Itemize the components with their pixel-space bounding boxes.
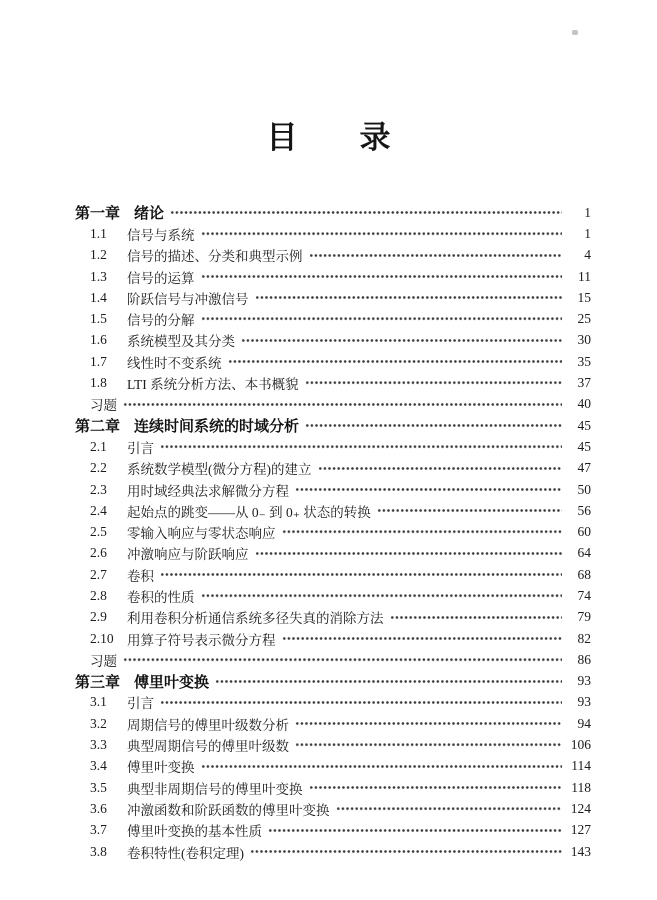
toc-section-row [75,820,591,841]
toc-exercise-row [75,394,591,415]
entry-number: 1.1 [90,225,107,241]
toc-section-row [75,245,591,266]
dot-leader [305,415,562,436]
entry-number: 1.7 [90,353,107,369]
toc-section-row [75,287,591,308]
entry-title: 傅里叶变换 [134,674,210,691]
dot-leader [305,372,562,393]
entry-number: 3.6 [90,800,107,816]
entry-page-number: 60 [577,524,591,540]
entry-page-number: 143 [570,843,591,859]
entry-title: 系统数学模型(微分方程)的建立 [127,462,312,478]
toc-section-row [75,798,591,819]
dot-leader [255,287,563,308]
dot-leader [215,671,562,692]
dot-leader [123,394,562,415]
scan-artifact-speck [572,30,578,35]
toc-section-row [75,543,591,564]
entry-title: 习题 [90,653,117,669]
entry-page-number: 40 [577,396,591,412]
entry-title: 卷积特性(卷积定理) [127,845,244,861]
dot-leader [295,479,562,500]
dot-leader [390,607,563,628]
toc-exercise-row [75,649,591,670]
toc-section-row [75,734,591,755]
toc-section-row [75,841,591,862]
entry-number: 2.3 [90,481,107,497]
entry-page-number: 127 [570,822,591,838]
entry-page-number: 1 [584,204,591,220]
entry-number: 3.7 [90,822,107,838]
entry-title: 引言 [127,696,154,712]
entry-number: 3.1 [90,694,107,710]
dot-leader [170,202,562,223]
entry-number: 第三章 [75,674,121,691]
toc-section-row [75,628,591,649]
entry-title: 典型周期信号的傅里叶级数 [127,739,289,755]
dot-leader [160,564,562,585]
entry-number: 第二章 [75,419,121,436]
entry-page-number: 86 [577,651,591,667]
toc-section-row [75,777,591,798]
entry-number: 2.5 [90,524,107,540]
entry-number: 3.8 [90,843,107,859]
toc-section-row [75,500,591,521]
dot-leader [250,841,562,862]
toc-section-row [75,308,591,329]
entry-title: 信号的运算 [127,270,195,286]
entry-page-number: 25 [577,311,591,327]
toc-section-row [75,564,591,585]
dot-leader [318,458,563,479]
toc-chapter-row [75,202,591,223]
entry-page-number: 64 [577,545,591,561]
entry-title: 信号的分解 [127,313,195,329]
toc-section-row [75,713,591,734]
toc-section-row [75,692,591,713]
entry-number: 2.7 [90,566,107,582]
dot-leader [201,266,563,287]
toc-section-row [75,607,591,628]
entry-number: 3.4 [90,758,107,774]
entry-page-number: 93 [577,673,591,689]
entry-page-number: 30 [577,332,591,348]
entry-number: 2.10 [90,630,114,646]
toc-chapter-row [75,415,591,436]
toc-chapter-row [75,671,591,692]
entry-number: 2.6 [90,545,107,561]
toc-section-row [75,351,591,372]
toc-section-row [75,585,591,606]
dot-leader [336,798,563,819]
entry-number: 1.4 [90,289,107,305]
entry-page-number: 74 [577,587,591,603]
entry-title: 利用卷积分析通信系统多径失真的消除方法 [127,611,384,627]
entry-page-number: 15 [577,289,591,305]
entry-title: 周期信号的傅里叶级数分析 [127,717,289,733]
entry-number: 第一章 [75,206,121,223]
entry-page-number: 45 [577,417,591,433]
entry-title: 连续时间系统的时域分析 [134,419,300,436]
entry-title: 傅里叶变换 [127,760,195,776]
entry-title: 卷积的性质 [127,589,195,605]
entry-number: 2.8 [90,587,107,603]
entry-title: 线性时不变系统 [127,355,222,371]
entry-title: 典型非周期信号的傅里叶变换 [127,781,303,797]
entry-number: 3.3 [90,737,107,753]
toc-list [75,202,591,862]
entry-page-number: 68 [577,566,591,582]
dot-leader [241,330,562,351]
entry-page-number: 4 [584,247,591,263]
dot-leader [282,521,563,542]
entry-page-number: 114 [571,758,591,774]
entry-title: 用算子符号表示微分方程 [127,632,276,648]
dot-leader [201,756,563,777]
entry-page-number: 93 [577,694,591,710]
entry-page-number: 79 [577,609,591,625]
entry-number: 1.3 [90,268,107,284]
entry-title: 信号与系统 [127,227,195,243]
entry-title: 绪论 [134,206,165,223]
dot-leader [201,585,563,606]
entry-page-number: 82 [577,630,591,646]
entry-number: 3.2 [90,715,107,731]
dot-leader [201,308,563,329]
dot-leader [309,777,563,798]
entry-page-number: 94 [577,715,591,731]
dot-leader [282,628,563,649]
entry-page-number: 50 [577,481,591,497]
entry-number: 2.4 [90,502,107,518]
dot-leader [228,351,563,372]
entry-page-number: 35 [577,353,591,369]
entry-title: 冲激响应与阶跃响应 [127,547,249,563]
dot-leader [255,543,563,564]
entry-page-number: 106 [570,737,591,753]
entry-title: 信号的描述、分类和典型示例 [127,249,303,265]
entry-number: 1.5 [90,311,107,327]
toc-section-row [75,756,591,777]
toc-section-row [75,479,591,500]
entry-page-number: 37 [577,375,591,391]
toc-section-row [75,521,591,542]
entry-number: 3.5 [90,779,107,795]
entry-title: 起始点的跳变——从 0₋ 到 0₊ 状态的转换 [127,504,371,520]
toc-section-row [75,330,591,351]
entry-title: 零输入响应与零状态响应 [127,526,276,542]
entry-number: 2.9 [90,609,107,625]
entry-page-number: 1 [584,225,591,241]
entry-page-number: 11 [578,268,591,284]
entry-page-number: 47 [577,460,591,476]
entry-page-number: 118 [571,779,591,795]
entry-title: 系统模型及其分类 [127,334,235,350]
toc-section-row [75,458,591,479]
toc-section-row [75,266,591,287]
dot-leader [295,734,562,755]
entry-page-number: 124 [570,800,591,816]
dot-leader [201,223,563,244]
entry-page-number: 56 [577,502,591,518]
dot-leader [123,649,562,670]
entry-title: 习题 [90,398,117,414]
toc-section-row [75,436,591,457]
entry-title: 卷积 [127,568,154,584]
dot-leader [268,820,562,841]
dot-leader [295,713,562,734]
dot-leader [160,436,562,457]
entry-title: 傅里叶变换的基本性质 [127,824,262,840]
entry-page-number: 45 [577,438,591,454]
toc-section-row [75,372,591,393]
entry-title: 用时域经典法求解微分方程 [127,483,289,499]
entry-title: 引言 [127,440,154,456]
entry-number: 1.8 [90,375,107,391]
dot-leader [309,245,563,266]
entry-title: 阶跃信号与冲激信号 [127,291,249,307]
entry-title: 冲激函数和阶跃函数的傅里叶变换 [127,802,330,818]
entry-number: 2.2 [90,460,107,476]
entry-number: 1.6 [90,332,107,348]
entry-number: 2.1 [90,438,107,454]
document-title: 目 录 [266,120,391,155]
entry-number: 1.2 [90,247,107,263]
toc-section-row [75,223,591,244]
dot-leader [377,500,562,521]
dot-leader [160,692,562,713]
entry-title: LTI 系统分析方法、本书概貌 [127,377,299,393]
